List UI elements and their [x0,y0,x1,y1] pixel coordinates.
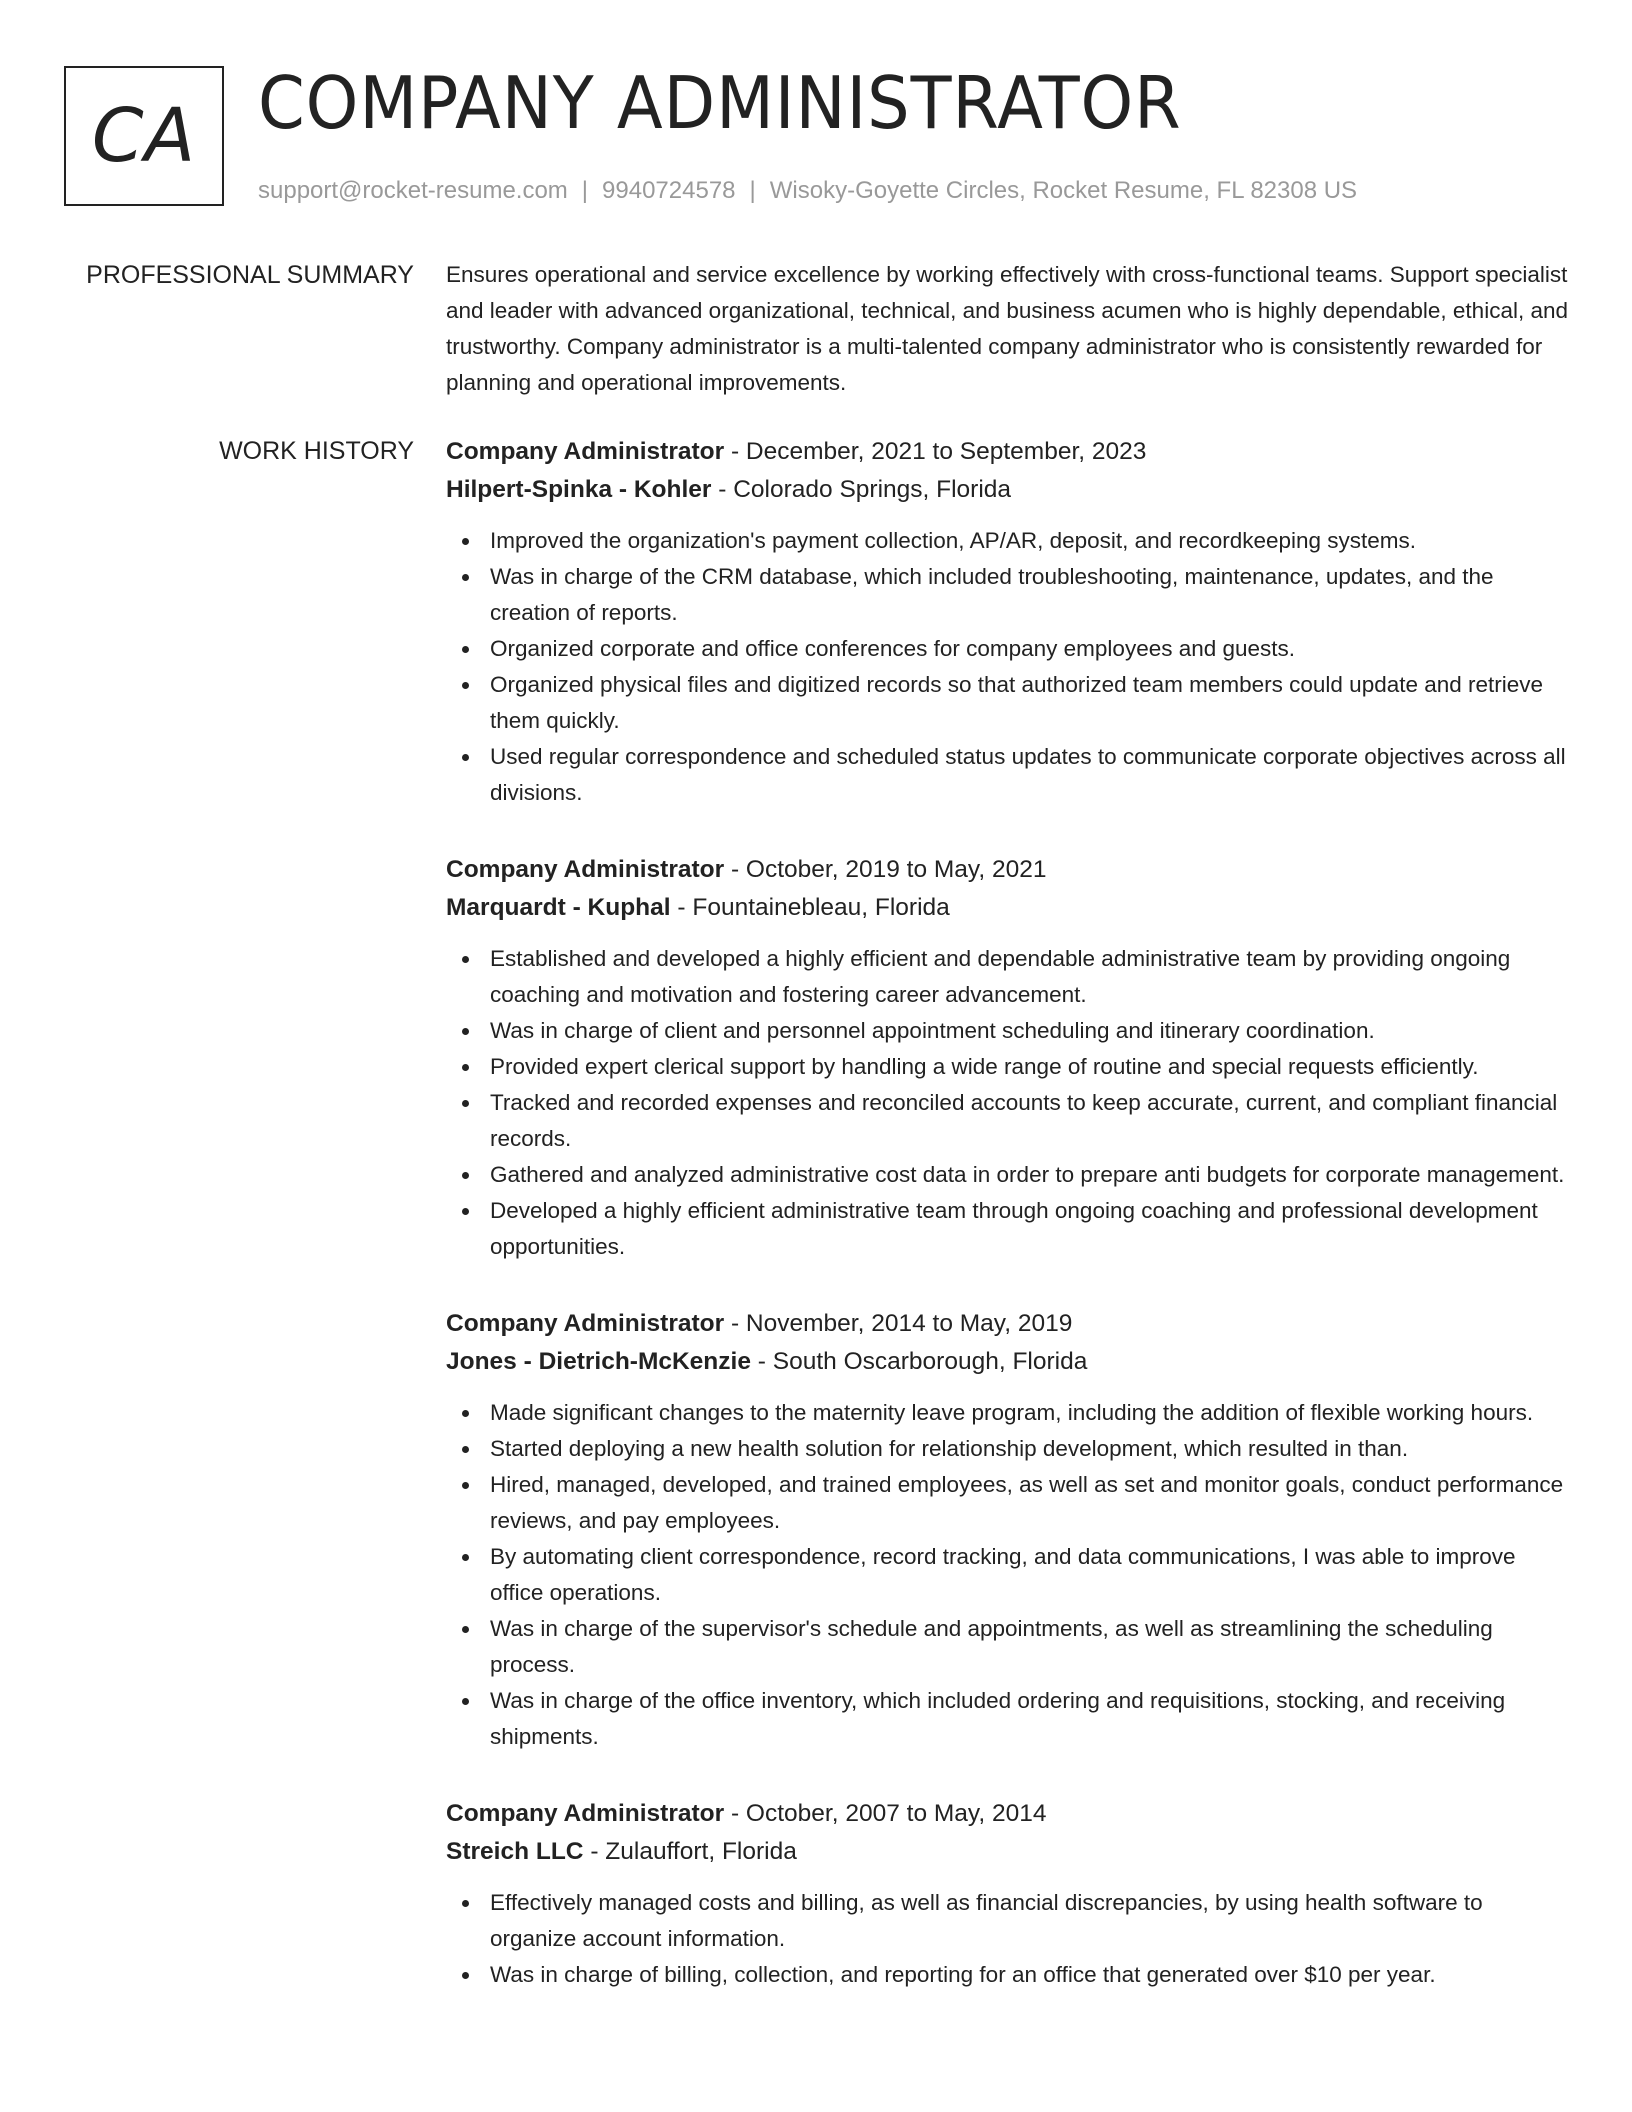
job-dates: - December, 2021 to September, 2023 [730,438,1147,465]
job-company: Jones - Dietrich-McKenzie [446,1348,751,1375]
contact-line [258,174,1357,208]
job-title: Company Administrator [446,856,725,883]
job-location: - Zulauffort, Florida [590,1838,797,1865]
job-title-line [446,1305,1570,1343]
job-title: Company Administrator [446,1310,725,1337]
job-bullet: Established and developed a highly efficient and dependable administrative team by providing ongoing coaching and motivation and fostering career advancement. [446,941,1570,1013]
job-bullet: Provided expert clerical support by handling a wide range of routine and special requests efficiently. [446,1049,1570,1085]
job-entry [446,1795,1570,1993]
job-bullet: Was in charge of client and personnel appointment scheduling and itinerary coordination. [446,1013,1570,1049]
job-bullet: Was in charge of billing, collection, and reporting for an office that generated over $10 per year. [446,1957,1570,1993]
job-bullet: Organized physical files and digitized records so that authorized team members could update and retrieve them quickly. [446,667,1570,739]
candidate-name: COMPANY ADMINISTRATOR [258,61,1182,145]
job-dates: - October, 2019 to May, 2021 [730,856,1047,883]
job-company-line [446,1343,1570,1381]
contact-address: Wisoky-Goyette Circles, Rocket Resume, FL 82308 US [769,177,1358,204]
job-bullet: Made significant changes to the maternity leave program, including the addition of flexible working hours. [446,1395,1570,1431]
summary-heading: PROFESSIONAL SUMMARY [86,261,414,289]
job-title-line [446,433,1570,471]
job-bullet: Improved the organization's payment collection, AP/AR, deposit, and recordkeeping systems. [446,523,1570,559]
job-company-line [446,471,1570,509]
job-company-line [446,889,1570,927]
job-bullets [446,1395,1570,1755]
job-entry [446,1305,1570,1755]
job-bullet: Gathered and analyzed administrative cost data in order to prepare anti budgets for corporate management. [446,1157,1570,1193]
job-bullet: Started deploying a new health solution for relationship development, which resulted in than. [446,1431,1570,1467]
monogram-initials: CA [91,93,197,179]
summary-text: Ensures operational and service excellence by working effectively with cross-functional teams. Support specialist and leader with advanced organizational, technical, and business acumen who is highly dependable, ethical, and trustworthy. Company administrator is a multi-talented company administrator who is consistently rewarded for planning and operational improvements. [446,262,1569,395]
job-bullet: Organized corporate and office conferences for company employees and guests. [446,631,1570,667]
job-bullet: Was in charge of the supervisor's schedule and appointments, as well as streamlining the scheduling process. [446,1611,1570,1683]
monogram-box [64,66,224,206]
job-title-line [446,851,1570,889]
job-bullets [446,523,1570,811]
job-company: Streich LLC [446,1838,584,1865]
job-dates: - November, 2014 to May, 2019 [730,1310,1073,1337]
job-location: - South Oscarborough, Florida [757,1348,1088,1375]
contact-separator: | [749,177,756,204]
job-bullet: Used regular correspondence and scheduled status updates to communicate corporate objectives across all divisions. [446,739,1570,811]
summary-body [446,257,1570,401]
job-bullet: Developed a highly efficient administrative team through ongoing coaching and professional development opportunities. [446,1193,1570,1265]
job-bullet: Was in charge of the office inventory, which included ordering and requisitions, stocking, and receiving shipments. [446,1683,1570,1755]
job-bullet: Hired, managed, developed, and trained employees, as well as set and monitor goals, conduct performance reviews, and pay employees. [446,1467,1570,1539]
job-location: - Fountainebleau, Florida [677,894,950,921]
contact-phone[interactable]: 9940724578 [602,177,736,204]
job-company: Hilpert-Spinka - Kohler [446,476,712,503]
job-bullet: Tracked and recorded expenses and reconciled accounts to keep accurate, current, and compliant financial records. [446,1085,1570,1157]
job-dates: - October, 2007 to May, 2014 [730,1800,1047,1827]
job-location: - Colorado Springs, Florida [718,476,1012,503]
job-title: Company Administrator [446,438,725,465]
job-bullets [446,941,1570,1265]
contact-email[interactable]: support@rocket-resume.com [258,177,568,204]
job-entry [446,433,1570,811]
job-bullet: Was in charge of the CRM database, which included troubleshooting, maintenance, updates, and the creation of reports. [446,559,1570,631]
contact-separator: | [581,177,589,204]
job-title: Company Administrator [446,1800,725,1827]
work-history-body [446,433,1570,2033]
job-bullets [446,1885,1570,1993]
job-bullet: Effectively managed costs and billing, as well as financial discrepancies, by using health software to organize account information. [446,1885,1570,1957]
work-history-heading: WORK HISTORY [219,437,414,465]
job-entry [446,851,1570,1265]
job-company: Marquardt - Kuphal [446,894,671,921]
job-bullet: By automating client correspondence, record tracking, and data communications, I was able to improve office operations. [446,1539,1570,1611]
job-title-line [446,1795,1570,1833]
job-company-line [446,1833,1570,1871]
